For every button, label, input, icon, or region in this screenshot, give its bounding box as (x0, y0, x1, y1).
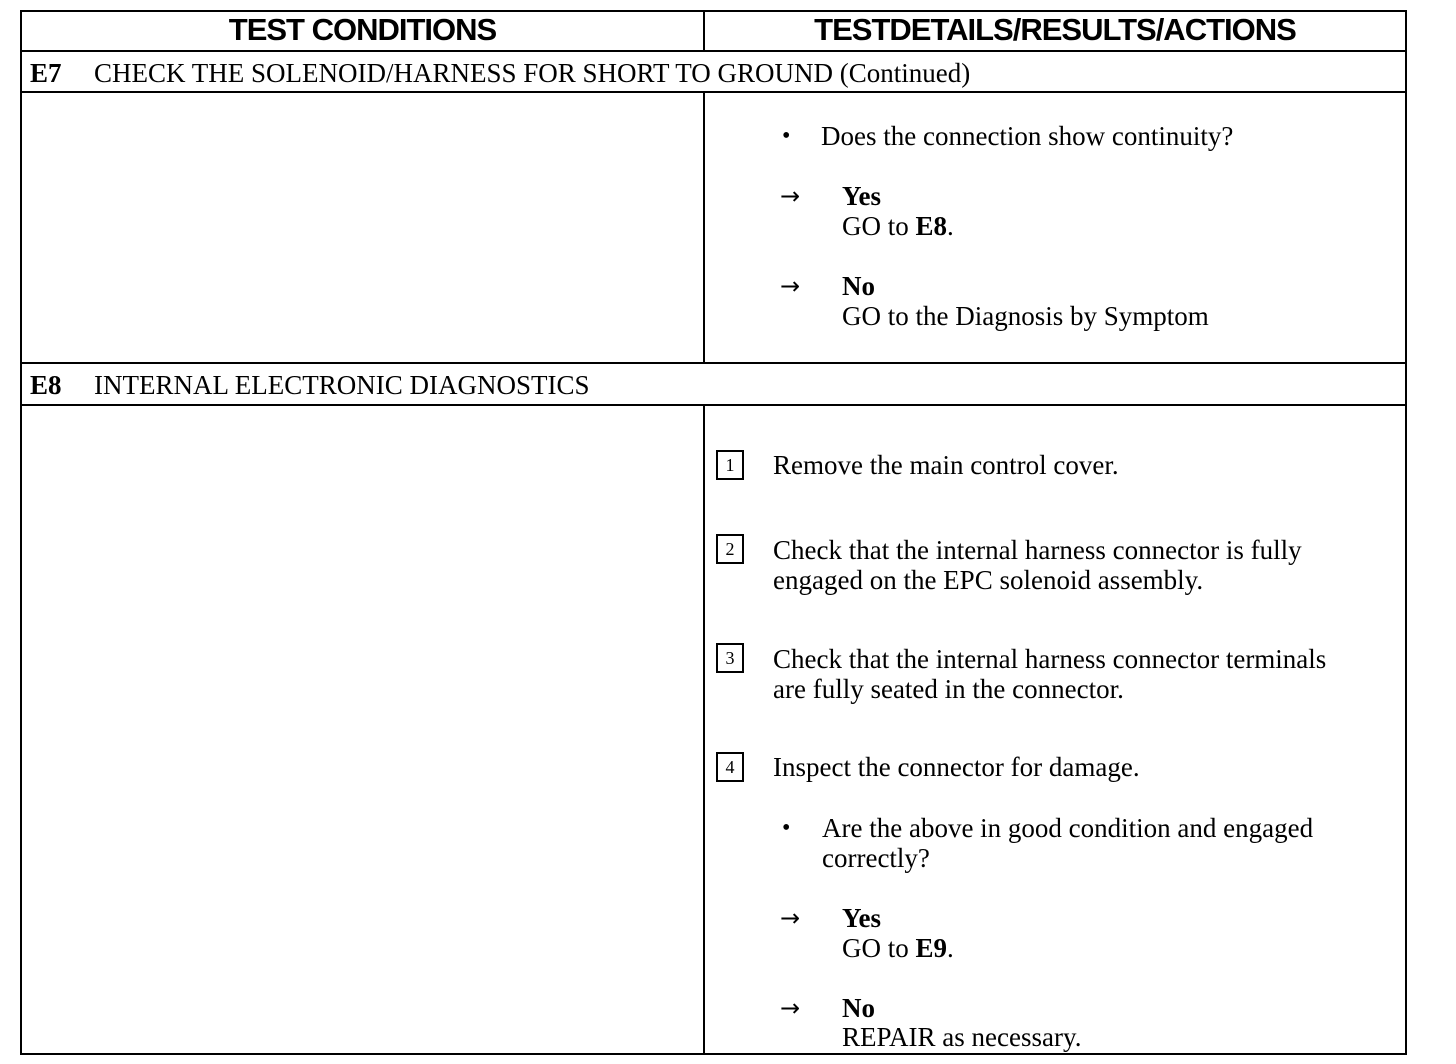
e8-no-action: REPAIR as necessary. (842, 1022, 1082, 1052)
step-3-number-box: 3 (716, 643, 744, 673)
e7-title-bottom-border (20, 91, 1407, 93)
e8-no-label: No (842, 993, 875, 1023)
step-2-number-box: 2 (716, 534, 744, 564)
e7-yes-action (842, 211, 954, 241)
step-4-number-box: 4 (716, 752, 744, 782)
header-bottom-border (20, 50, 1407, 52)
e8-title: INTERNAL ELECTRONIC DIAGNOSTICS (94, 370, 590, 400)
e7-no-arrow-icon: → (780, 272, 801, 300)
step-3-text-line2: are fully seated in the connector. (773, 674, 1124, 704)
e7-yes-period: . (947, 211, 954, 241)
table-bottom-border (20, 1053, 1407, 1055)
step-3-text-line1: Check that the internal harness connector terminals (773, 644, 1327, 674)
e7-no-action: GO to the Diagnosis by Symptom (842, 301, 1209, 331)
e7-question: Does the connection show continuity? (821, 121, 1234, 151)
e7-no-label: No (842, 271, 875, 301)
e8-yes-target: E9 (915, 933, 948, 963)
e7-code: E7 (30, 58, 62, 88)
e8-yes-period: . (947, 933, 954, 963)
step-2-text-line1: Check that the internal harness connector is fully (773, 535, 1302, 565)
e8-question-line2: correctly? (822, 843, 930, 873)
e7-yes-target: E8 (915, 211, 948, 241)
e7-yes-action-prefix: GO to (842, 211, 916, 241)
table-right-border (1405, 10, 1407, 1055)
step-4-text: Inspect the connector for damage. (773, 752, 1140, 782)
e8-question-line1: Are the above in good condition and engaged (822, 813, 1314, 843)
e8-code: E8 (30, 370, 62, 400)
header-test-details: TESTDETAILS/RESULTS/ACTIONS (814, 12, 1296, 47)
column-divider-e8 (703, 404, 705, 1055)
step-1-text: Remove the main control cover. (773, 450, 1119, 480)
header-test-conditions: TEST CONDITIONS (228, 12, 497, 47)
e7-title: CHECK THE SOLENOID/HARNESS FOR SHORT TO GROUND (Continued) (94, 58, 971, 88)
e7-bullet: • (782, 123, 791, 149)
column-divider-e7 (703, 91, 705, 364)
table-left-border (20, 10, 22, 1055)
e8-yes-label: Yes (842, 903, 881, 933)
e8-bullet: • (782, 815, 791, 841)
e7-yes-arrow-icon: → (780, 182, 801, 210)
e7-body-bottom-border (20, 362, 1407, 364)
e8-yes-arrow-icon: → (780, 904, 801, 932)
e7-yes-label: Yes (842, 181, 881, 211)
e8-no-arrow-icon: → (780, 994, 801, 1022)
e8-yes-action (842, 933, 954, 963)
e8-title-bottom-border (20, 404, 1407, 406)
e8-section-title (30, 370, 589, 400)
e7-section-title (30, 58, 970, 88)
step-2-text-line2: engaged on the EPC solenoid assembly. (773, 565, 1204, 595)
step-1-number-box: 1 (716, 450, 744, 480)
e8-yes-action-prefix: GO to (842, 933, 916, 963)
